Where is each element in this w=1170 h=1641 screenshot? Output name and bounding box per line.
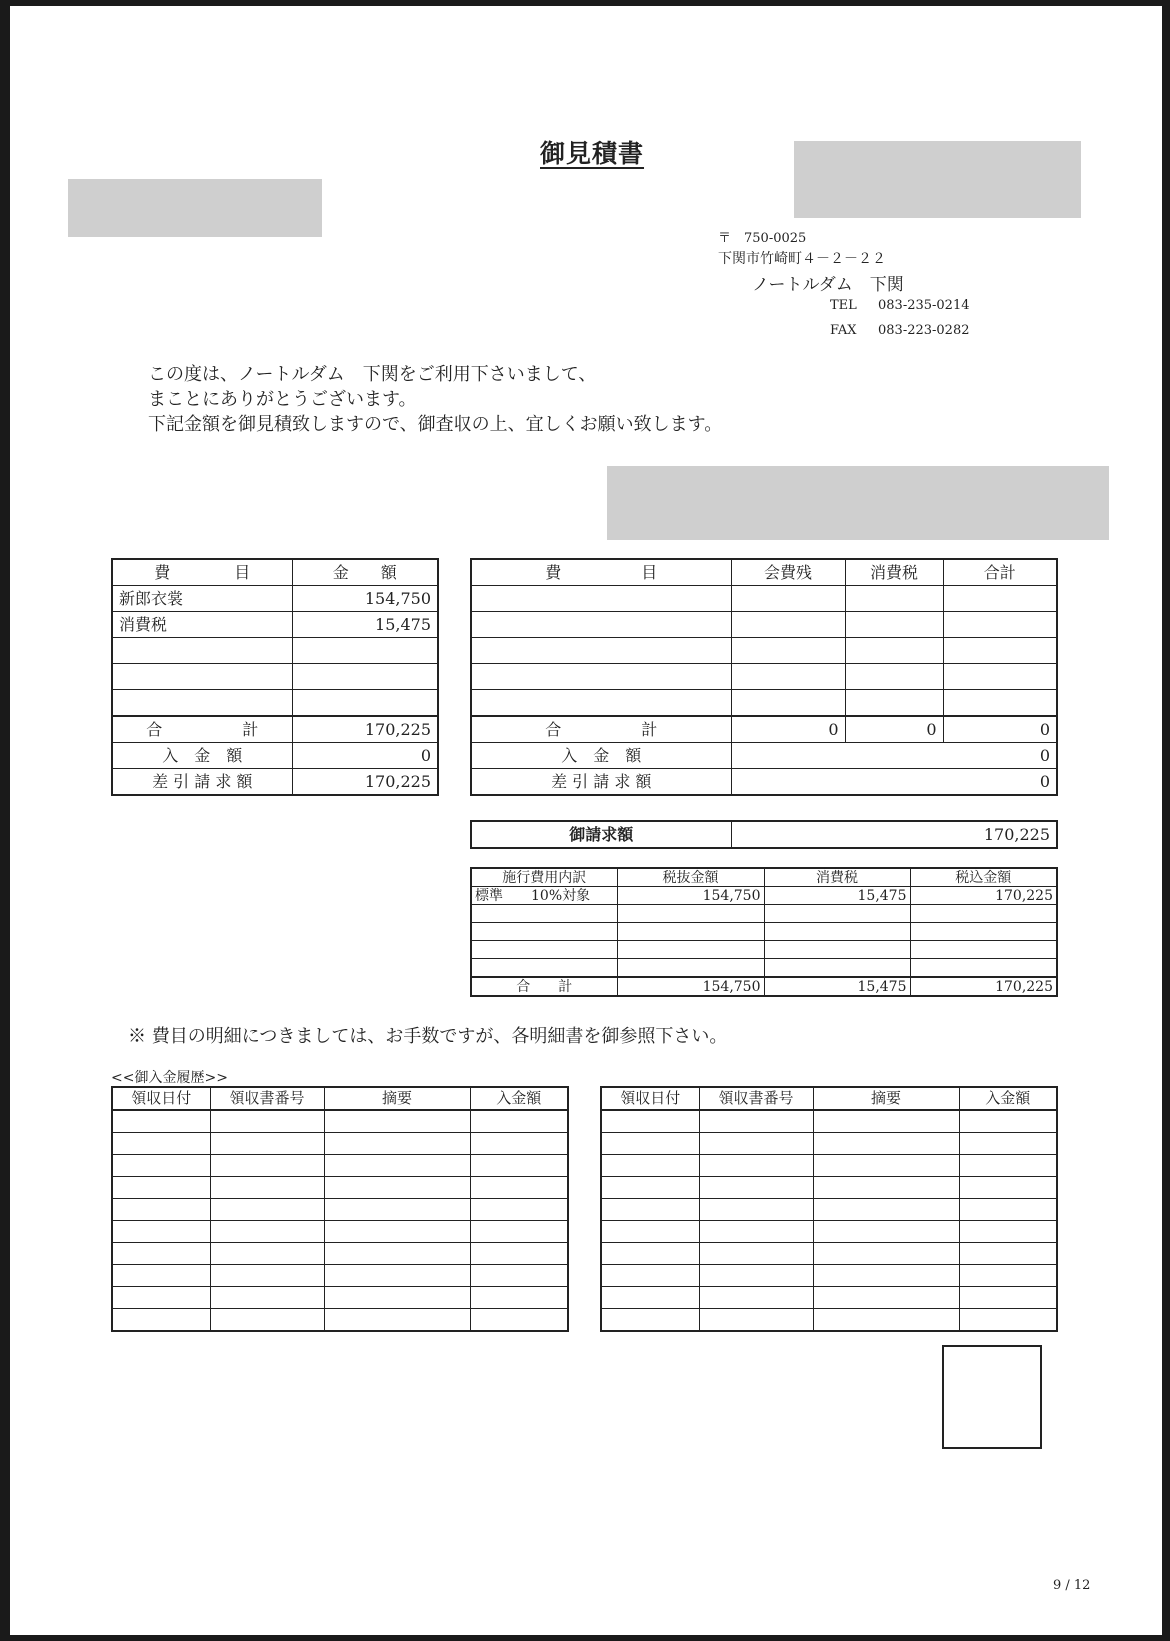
payment-cell bbox=[699, 1243, 813, 1265]
payment-cell bbox=[959, 1221, 1057, 1243]
payment-cell bbox=[470, 1309, 568, 1332]
payment-cell bbox=[112, 1265, 210, 1287]
greeting-text bbox=[148, 362, 722, 437]
breakdown-label-cell bbox=[471, 887, 617, 905]
tel-number: 083-235-0214 bbox=[878, 298, 970, 313]
item-amount: 15,475 bbox=[292, 612, 438, 638]
table-cell bbox=[943, 664, 1057, 690]
total-row bbox=[112, 716, 438, 743]
payment-history-title: <<御入金履歴>> bbox=[111, 1070, 228, 1086]
payment-row bbox=[112, 1199, 568, 1221]
payment-cell bbox=[813, 1309, 959, 1332]
table-row bbox=[471, 664, 1057, 690]
item-amount bbox=[292, 690, 438, 717]
tax-amount bbox=[764, 941, 910, 959]
total-fee-value: 0 bbox=[731, 716, 845, 743]
table-cell bbox=[943, 612, 1057, 638]
total-row bbox=[471, 716, 1057, 743]
document-title: 御見積書 bbox=[540, 139, 645, 168]
column-header: 領収日付 bbox=[601, 1087, 699, 1110]
sender-name: ノートルダム 下関 bbox=[752, 275, 904, 295]
payment-cell bbox=[324, 1177, 470, 1199]
column-header: 合計 bbox=[943, 559, 1057, 586]
table-row bbox=[471, 638, 1057, 664]
invoice-amount: 170,225 bbox=[731, 821, 1057, 848]
document-page bbox=[10, 6, 1162, 1635]
payment-row bbox=[112, 1221, 568, 1243]
payment-cell bbox=[210, 1110, 324, 1133]
balance-value: 170,225 bbox=[292, 769, 438, 796]
payment-cell bbox=[112, 1110, 210, 1133]
table-cell bbox=[731, 638, 845, 664]
page-number: 9 / 12 bbox=[1053, 1578, 1091, 1593]
reference-note: ※ 費目の明細につきましては、お手数ですが、各明細書を御参照下さい。 bbox=[128, 1026, 728, 1047]
tel-label: TEL bbox=[830, 298, 857, 313]
greeting-line-2: まことにありがとうございます。 bbox=[148, 389, 417, 410]
table-cell bbox=[471, 612, 731, 638]
item-amount bbox=[292, 638, 438, 664]
item-name: 新郎衣裳 bbox=[112, 586, 292, 612]
payment-cell bbox=[601, 1287, 699, 1309]
table-row bbox=[471, 959, 1057, 978]
column-header: 消費税 bbox=[845, 559, 943, 586]
item-name: 消費税 bbox=[112, 612, 292, 638]
fax-number: 083-223-0282 bbox=[878, 323, 970, 338]
payment-cell bbox=[601, 1133, 699, 1155]
payment-cell bbox=[959, 1110, 1057, 1133]
paid-label: 入 金 額 bbox=[471, 743, 731, 769]
paid-row bbox=[471, 743, 1057, 769]
table-cell bbox=[471, 586, 731, 612]
tax-included-amount: 170,225 bbox=[910, 887, 1057, 905]
item-amount bbox=[292, 664, 438, 690]
table-cell bbox=[845, 664, 943, 690]
payment-cell bbox=[112, 1221, 210, 1243]
payment-row bbox=[601, 1177, 1057, 1199]
table-cell bbox=[731, 664, 845, 690]
payment-row bbox=[601, 1110, 1057, 1133]
table-cell bbox=[731, 586, 845, 612]
redacted-recipient bbox=[68, 179, 322, 237]
table-row bbox=[471, 905, 1057, 923]
seal-box bbox=[942, 1345, 1042, 1449]
table-header-row bbox=[601, 1087, 1057, 1110]
column-header: 入金額 bbox=[959, 1087, 1057, 1110]
table-cell bbox=[471, 690, 731, 717]
tax-included-amount bbox=[910, 959, 1057, 978]
redacted-amount-area bbox=[607, 466, 1109, 540]
payment-cell bbox=[324, 1265, 470, 1287]
payment-history-table-left bbox=[111, 1086, 569, 1332]
payment-row bbox=[112, 1133, 568, 1155]
payment-cell bbox=[699, 1265, 813, 1287]
payment-cell bbox=[470, 1177, 568, 1199]
tax-excluded-amount bbox=[617, 905, 764, 923]
estimate-table-left bbox=[111, 558, 439, 796]
payment-cell bbox=[699, 1287, 813, 1309]
payment-row bbox=[601, 1265, 1057, 1287]
payment-cell bbox=[112, 1243, 210, 1265]
table-cell bbox=[471, 664, 731, 690]
payment-row bbox=[112, 1243, 568, 1265]
payment-cell bbox=[699, 1133, 813, 1155]
table-cell bbox=[845, 638, 943, 664]
tax-amount bbox=[764, 923, 910, 941]
item-name bbox=[112, 664, 292, 690]
redacted-stamp-area bbox=[794, 141, 1081, 218]
payment-cell bbox=[601, 1243, 699, 1265]
invoice-row bbox=[471, 821, 1057, 848]
payment-cell bbox=[210, 1199, 324, 1221]
column-header: 施行費用内訳 bbox=[471, 868, 617, 887]
payment-cell bbox=[470, 1199, 568, 1221]
payment-cell bbox=[699, 1199, 813, 1221]
payment-cell bbox=[112, 1133, 210, 1155]
table-cell bbox=[845, 586, 943, 612]
payment-cell bbox=[601, 1177, 699, 1199]
sender-address: 下関市竹崎町４－２－２２ bbox=[718, 251, 886, 267]
payment-row bbox=[112, 1110, 568, 1133]
table-header-row bbox=[112, 559, 438, 586]
table-header-row bbox=[471, 868, 1057, 887]
payment-cell bbox=[112, 1155, 210, 1177]
payment-cell bbox=[470, 1221, 568, 1243]
payment-cell bbox=[324, 1309, 470, 1332]
balance-label: 差 引 請 求 額 bbox=[471, 769, 731, 796]
column-header: 消費税 bbox=[764, 868, 910, 887]
paid-value: 0 bbox=[292, 743, 438, 769]
payment-cell bbox=[112, 1177, 210, 1199]
tax-included-amount bbox=[910, 923, 1057, 941]
column-header: 税込金額 bbox=[910, 868, 1057, 887]
column-header: 領収日付 bbox=[112, 1087, 210, 1110]
payment-cell bbox=[699, 1177, 813, 1199]
payment-cell bbox=[112, 1199, 210, 1221]
payment-row bbox=[112, 1265, 568, 1287]
payment-cell bbox=[959, 1177, 1057, 1199]
invoice-label: 御請求額 bbox=[471, 821, 731, 848]
payment-cell bbox=[324, 1199, 470, 1221]
payment-cell bbox=[324, 1287, 470, 1309]
column-header: 摘要 bbox=[324, 1087, 470, 1110]
table-cell bbox=[731, 690, 845, 717]
paid-label: 入 金 額 bbox=[112, 743, 292, 769]
payment-cell bbox=[324, 1221, 470, 1243]
payment-cell bbox=[813, 1243, 959, 1265]
table-row bbox=[112, 638, 438, 664]
tax-excluded-amount bbox=[617, 941, 764, 959]
payment-cell bbox=[959, 1309, 1057, 1332]
estimate-table-right bbox=[470, 558, 1058, 796]
table-row bbox=[471, 887, 1057, 905]
paid-value: 0 bbox=[731, 743, 1057, 769]
balance-row bbox=[471, 769, 1057, 796]
table-row bbox=[112, 664, 438, 690]
total-sum-value: 0 bbox=[943, 716, 1057, 743]
payment-cell bbox=[959, 1243, 1057, 1265]
total-value: 170,225 bbox=[292, 716, 438, 743]
cost-breakdown-table bbox=[470, 867, 1058, 997]
tax-amount: 15,475 bbox=[764, 887, 910, 905]
payment-cell bbox=[470, 1110, 568, 1133]
table-cell bbox=[943, 586, 1057, 612]
payment-cell bbox=[470, 1265, 568, 1287]
total-label: 合 計 bbox=[471, 716, 731, 743]
payment-cell bbox=[959, 1265, 1057, 1287]
table-row bbox=[112, 586, 438, 612]
payment-cell bbox=[324, 1110, 470, 1133]
payment-cell bbox=[112, 1309, 210, 1332]
payment-cell bbox=[210, 1309, 324, 1332]
total-label: 合 計 bbox=[112, 716, 292, 743]
column-header: 税抜金額 bbox=[617, 868, 764, 887]
item-amount: 154,750 bbox=[292, 586, 438, 612]
payment-row bbox=[601, 1133, 1057, 1155]
payment-cell bbox=[699, 1221, 813, 1243]
tax-excluded-amount bbox=[617, 923, 764, 941]
payment-cell bbox=[959, 1199, 1057, 1221]
tax-included-amount bbox=[910, 941, 1057, 959]
greeting-line-1: この度は、ノートルダム 下関をご利用下さいまして、 bbox=[148, 364, 597, 385]
total-tax-value: 15,475 bbox=[764, 977, 910, 996]
table-row bbox=[471, 612, 1057, 638]
table-header-row bbox=[112, 1087, 568, 1110]
payment-row bbox=[601, 1309, 1057, 1332]
payment-row bbox=[112, 1177, 568, 1199]
payment-cell bbox=[699, 1155, 813, 1177]
payment-row bbox=[601, 1155, 1057, 1177]
payment-cell bbox=[470, 1287, 568, 1309]
table-cell bbox=[731, 612, 845, 638]
sender-postal: 〒 750-0025 bbox=[718, 231, 807, 246]
payment-cell bbox=[601, 1221, 699, 1243]
payment-cell bbox=[813, 1199, 959, 1221]
total-incl-value: 170,225 bbox=[910, 977, 1057, 996]
payment-cell bbox=[324, 1155, 470, 1177]
column-header: 会費残 bbox=[731, 559, 845, 586]
total-tax-value: 0 bbox=[845, 716, 943, 743]
payment-row bbox=[112, 1287, 568, 1309]
column-header: 入金額 bbox=[470, 1087, 568, 1110]
payment-cell bbox=[470, 1243, 568, 1265]
total-excl-value: 154,750 bbox=[617, 977, 764, 996]
table-cell bbox=[943, 690, 1057, 717]
payment-cell bbox=[601, 1199, 699, 1221]
greeting-line-3: 下記金額を御見積致しますので、御査収の上、宜しくお願い致します。 bbox=[148, 414, 723, 435]
table-header-row bbox=[471, 559, 1057, 586]
column-header: 領収書番号 bbox=[699, 1087, 813, 1110]
payment-cell bbox=[112, 1287, 210, 1309]
payment-cell bbox=[813, 1133, 959, 1155]
tax-amount bbox=[764, 905, 910, 923]
payment-cell bbox=[601, 1309, 699, 1332]
payment-cell bbox=[813, 1287, 959, 1309]
table-row bbox=[112, 612, 438, 638]
breakdown-label-cell bbox=[471, 959, 617, 978]
payment-cell bbox=[324, 1133, 470, 1155]
payment-cell bbox=[470, 1155, 568, 1177]
payment-cell bbox=[210, 1221, 324, 1243]
payment-cell bbox=[813, 1110, 959, 1133]
rate-category: 標準 bbox=[475, 887, 503, 904]
payment-cell bbox=[601, 1155, 699, 1177]
payment-cell bbox=[601, 1265, 699, 1287]
payment-row bbox=[112, 1155, 568, 1177]
item-name bbox=[112, 690, 292, 717]
tax-included-amount bbox=[910, 905, 1057, 923]
payment-cell bbox=[959, 1133, 1057, 1155]
table-cell bbox=[471, 638, 731, 664]
paid-row bbox=[112, 743, 438, 769]
payment-cell bbox=[470, 1133, 568, 1155]
table-row bbox=[112, 690, 438, 717]
column-header: 費 目 bbox=[112, 559, 292, 586]
breakdown-label-cell bbox=[471, 905, 617, 923]
payment-cell bbox=[699, 1110, 813, 1133]
balance-row bbox=[112, 769, 438, 796]
payment-row bbox=[601, 1287, 1057, 1309]
payment-cell bbox=[210, 1177, 324, 1199]
tax-excluded-amount: 154,750 bbox=[617, 887, 764, 905]
payment-row bbox=[112, 1309, 568, 1332]
tax-excluded-amount bbox=[617, 959, 764, 978]
payment-cell bbox=[699, 1309, 813, 1332]
payment-cell bbox=[210, 1265, 324, 1287]
payment-cell bbox=[324, 1243, 470, 1265]
table-row bbox=[471, 923, 1057, 941]
table-cell bbox=[845, 612, 943, 638]
invoice-amount-table bbox=[470, 820, 1058, 849]
table-row bbox=[471, 586, 1057, 612]
balance-value: 0 bbox=[731, 769, 1057, 796]
tax-amount bbox=[764, 959, 910, 978]
rate-target: 10%対象 bbox=[531, 887, 591, 904]
column-header: 費 目 bbox=[471, 559, 731, 586]
payment-cell bbox=[210, 1155, 324, 1177]
payment-cell bbox=[210, 1287, 324, 1309]
payment-cell bbox=[813, 1177, 959, 1199]
payment-cell bbox=[959, 1155, 1057, 1177]
payment-cell bbox=[210, 1243, 324, 1265]
table-cell bbox=[943, 638, 1057, 664]
payment-cell bbox=[813, 1221, 959, 1243]
breakdown-label-cell bbox=[471, 923, 617, 941]
item-name bbox=[112, 638, 292, 664]
payment-cell bbox=[210, 1133, 324, 1155]
column-header: 金 額 bbox=[292, 559, 438, 586]
table-row bbox=[471, 690, 1057, 717]
total-row bbox=[471, 977, 1057, 996]
balance-label: 差 引 請 求 額 bbox=[112, 769, 292, 796]
fax-label: FAX bbox=[830, 323, 857, 338]
payment-row bbox=[601, 1243, 1057, 1265]
table-cell bbox=[845, 690, 943, 717]
payment-cell bbox=[813, 1265, 959, 1287]
payment-row bbox=[601, 1221, 1057, 1243]
total-label: 合 計 bbox=[471, 977, 617, 996]
breakdown-label-cell bbox=[471, 941, 617, 959]
payment-cell bbox=[813, 1155, 959, 1177]
column-header: 摘要 bbox=[813, 1087, 959, 1110]
payment-cell bbox=[959, 1287, 1057, 1309]
payment-row bbox=[601, 1199, 1057, 1221]
table-row bbox=[471, 941, 1057, 959]
payment-cell bbox=[601, 1110, 699, 1133]
column-header: 領収書番号 bbox=[210, 1087, 324, 1110]
payment-history-table-right bbox=[600, 1086, 1058, 1332]
